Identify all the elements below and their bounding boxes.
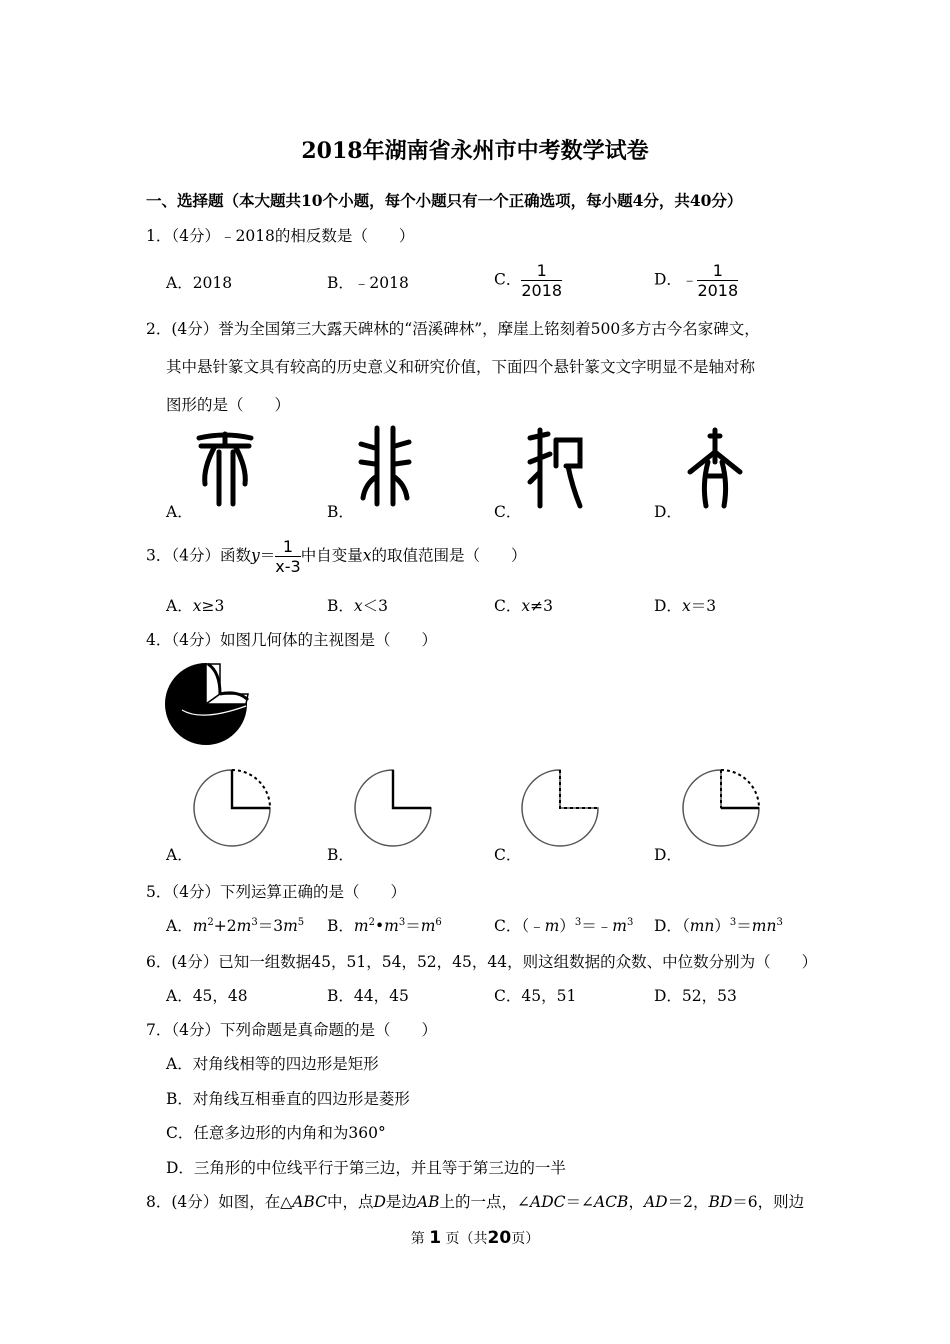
q8-p3: 是边 [385,1193,417,1211]
q6-option-a: A．45，48 [166,987,248,1005]
q5-c-m2: m [612,917,627,935]
q2-stem-line3: 图形的是（ ） [166,396,291,414]
q5-c-e1: 3 [574,916,582,928]
q8-p2: 中，点 [326,1193,374,1211]
seal-character-a-image [195,428,255,508]
seal-character-b-image [357,424,413,508]
q3-stem-post1: 中自变量 [300,546,363,565]
q8-ab: AB [416,1193,440,1211]
q5-option-c [494,914,633,936]
q1-option-c-denominator: 2018 [521,281,563,300]
q7-option-a: A．对角线相等的四边形是矩形 [166,1055,379,1073]
q3-option-d-label: D． [654,597,682,615]
q3-eq: ＝ [259,546,276,565]
footer-page-number: 1 [429,1228,442,1248]
q1-option-c-fraction [521,261,562,300]
q8-p4: 上的一点，∠ [439,1193,530,1211]
q4-label-b: B． [327,846,354,864]
q3-option-c-var: x [521,597,531,615]
q4-label-c: C． [494,846,522,864]
q3-numerator: 1 [275,537,300,557]
q4-option-a-view-image [194,768,274,848]
q1-option-d-label: D．﹣ [654,270,698,289]
q1-option-a: A．2018 [166,274,233,292]
q8-ad: AD [643,1193,668,1211]
q4-option-c-view-image [522,768,602,848]
q3-stem-post2: 的取值范围是（ ） [371,546,527,565]
q8-p7: ＝2， [667,1193,709,1211]
q5-b-e2: 3 [398,916,406,928]
q5-option-b [327,914,442,936]
footer-pre: 第 [410,1231,425,1247]
q6-option-c: C．45，51 [494,987,577,1005]
q8-abc: ABC [292,1193,327,1211]
q3-stem [146,537,526,576]
q4-stem: 4．（4分）如图几何体的主视图是（ ） [146,631,437,649]
q3-option-b-label: B． [327,597,354,615]
q3-fraction [275,537,300,576]
q5-d-m1: mn [689,917,715,935]
q5-stem: 5．（4分）下列运算正确的是（ ） [146,883,406,901]
q4-option-b-view-image [355,768,435,848]
q5-option-a [166,914,304,936]
q5-a-e2: 3 [251,916,258,928]
q6-option-d: D．52，53 [654,987,737,1005]
q6-option-b: B．44，45 [327,987,409,1005]
q1-option-d-numerator: 1 [697,261,738,281]
q3-option-d [654,594,716,616]
q5-c-label: C． [494,917,522,935]
q3-option-d-rest: ＝3 [690,597,717,615]
q8-bd: BD [708,1193,733,1211]
q8-p8: ＝6，则边 [732,1193,805,1211]
q7-option-b: B．对角线互相垂直的四边形是菱形 [166,1090,410,1108]
q5-b-label: B． [327,917,354,935]
seal-character-c-image [526,426,586,510]
q6-stem: 6．(4分）已知一组数据45，51，54，52，45，44，则这组数据的众数、中位数分别为（ ） [146,953,818,971]
q5-c-m1: m [544,917,560,935]
q1-option-d-fraction [697,261,738,300]
q5-a-e1: 2 [207,916,214,928]
q3-option-c-rest: ≠3 [530,597,553,615]
q5-d-m2: mn [751,917,777,935]
q2-label-c: C． [494,503,522,521]
q5-b-m3: m [420,917,436,935]
q5-c-p0: （﹣ [521,917,545,935]
q5-b-e3: 6 [435,916,442,928]
q3-option-a-rest: ≥3 [201,597,225,615]
q1-option-c-numerator: 1 [521,261,562,281]
q5-a-m1: m [192,917,208,935]
q3-option-a-var: x [192,597,202,615]
q5-d-label: D． [654,917,682,935]
q5-d-p1: ） [714,917,730,935]
q2-label-d: D． [654,503,682,521]
q1-option-c [494,261,562,300]
q7-option-d: D．三角形的中位线平行于第三边，并且等于第三边的一半 [166,1159,566,1177]
q8-adc: ADC [530,1193,566,1211]
section-header: 一、选择题（本大题共10个小题，每个小题只有一个正确选项，每小题4分，共40分） [146,191,743,210]
q8-stem [146,1190,804,1212]
q3-stem-pre: 3．（4分）函数 [146,546,251,565]
q1-option-d [654,261,738,300]
q3-option-b-rest: ＜3 [362,597,389,615]
q3-option-b [327,594,388,616]
page-footer [0,1228,950,1248]
q8-p6: ， [628,1193,644,1211]
q5-b-p2: ＝ [405,917,421,935]
q1-stem: 1．（4分）﹣2018的相反数是（ ） [146,227,415,245]
q5-c-p1: ） [559,917,575,935]
q8-p1: 8．(4分）如图，在△ [146,1193,293,1211]
q4-label-a: A． [166,846,193,864]
q7-stem: 7．（4分）下列命题是真命题的是（ ） [146,1021,437,1039]
q2-stem-line2: 其中悬针篆文具有较高的历史意义和研究价值，下面四个悬针篆文文字明显不是轴对称 [166,358,756,376]
q3-option-c-label: C． [494,597,522,615]
q5-b-m1: m [353,917,369,935]
q5-a-m3: m [283,917,298,935]
footer-mid: 页（共 [445,1231,488,1247]
q2-label-a: A． [166,503,193,521]
q5-b-e1: 2 [368,916,375,928]
q5-a-label: A． [166,917,193,935]
q5-c-e2: 3 [626,916,634,928]
q5-a-p1: +2 [213,917,237,935]
q2-stem-line1: 2．(4分）誉为全国第三大露天碑林的“浯溪碑林”，摩崖上铭刻着500多方古今名家碑文， [146,320,760,338]
q5-d-p2: ＝ [736,917,752,935]
q5-option-d [654,914,783,936]
q1-option-d-denominator: 2018 [697,281,739,300]
q3-option-c [494,594,553,616]
q3-option-d-var: x [681,597,691,615]
q3-option-b-var: x [353,597,363,615]
footer-total-pages: 20 [487,1228,512,1248]
q8-acb: ACB [593,1193,629,1211]
q4-option-d-view-image [683,768,763,848]
q5-d-e1: 3 [729,916,737,928]
seal-character-d-image [686,428,744,510]
q5-a-m2: m [236,917,252,935]
q5-a-p2: ＝3 [257,917,284,935]
q1-option-b: B．﹣2018 [327,274,409,292]
q3-option-a [166,594,224,616]
q8-p5: ＝∠ [565,1193,594,1211]
q5-b-m2: m [384,917,399,935]
q4-label-d: D． [654,846,682,864]
q7-option-c: C．任意多边形的内角和为360° [166,1124,386,1142]
q3-var-x: x [362,546,372,565]
page-title: 2018年湖南省永州市中考数学试卷 [301,138,649,164]
q4-solid-figure-image [162,660,250,746]
q5-d-p0: （ [681,917,690,935]
q3-var-y: y [250,546,260,565]
footer-post: 页） [511,1231,540,1247]
q5-a-e3: 5 [297,916,305,928]
q5-d-e2: 3 [776,916,783,928]
q5-c-p2: ＝﹣ [581,917,613,935]
q5-b-p1: • [374,917,385,935]
q3-denominator: x-3 [275,557,301,576]
q3-option-a-label: A． [166,597,193,615]
q2-label-b: B． [327,503,354,521]
q1-option-c-label: C． [494,270,522,289]
q8-d: D [373,1193,386,1211]
